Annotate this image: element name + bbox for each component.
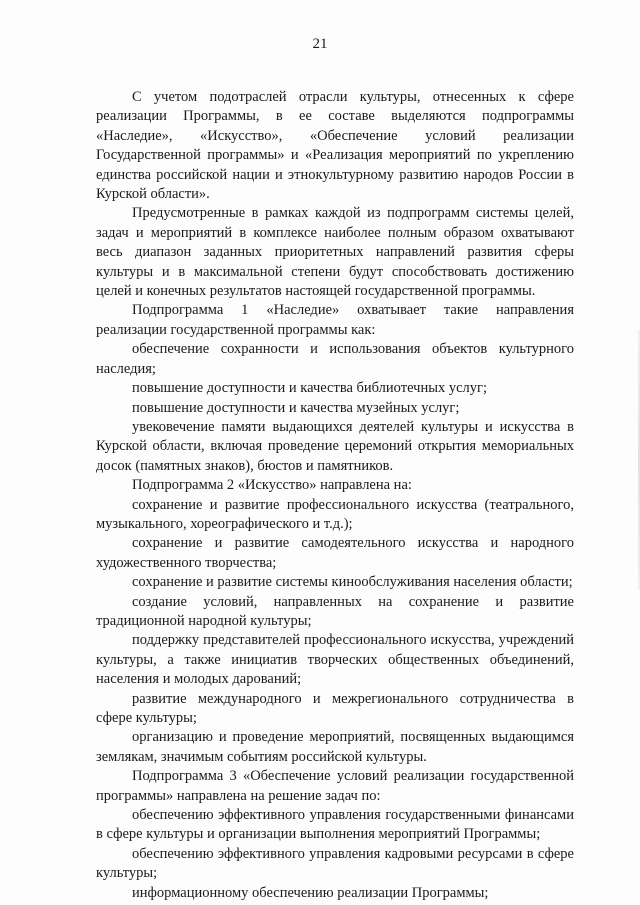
list-item: поддержку представителей профессионального искусства, учреждений культуры, а также инициатив творческих общественных объединений, населения и молодых дарований; (96, 632, 574, 688)
list-item: увековечение памяти выдающихся деятелей культуры и искусства в Курской области, включая проведение церемоний открытия мемориальных досок (памятных знаков), бюстов и памятников. (96, 418, 574, 474)
paragraph: Подпрограмма 3 «Обеспечение условий реализации государственной программы» направлена на решение задач по: (96, 768, 574, 804)
list-item: сохранение и развитие самодеятельного искусства и народного художественного творчества; (96, 535, 574, 571)
list-item: сохранение и развитие системы кинообслуживания населения области; (132, 574, 573, 591)
list-item: организацию и проведение мероприятий, посвященных выдающимся землякам, значимым событиям российской культуры. (96, 729, 574, 765)
list-item: обеспечению эффективного управления кадровыми ресурсами в сфере культуры; (96, 845, 574, 882)
list-item: обеспечению эффективного управления государственными финансами в сфере культуры и организации выполнения мероприятий Программы; (96, 807, 574, 843)
list-item: обеспечение сохранности и использования объектов культурного наследия; (96, 341, 574, 377)
paragraph: Подпрограмма 1 «Наследие» охватывает такие направления реализации государственной программы как: (96, 302, 574, 338)
paragraph: Подпрограмма 2 «Искусство» направлена на: (132, 477, 412, 494)
list-item: сохранение и развитие профессионального искусства (театрального, музыкального, хореографического и т.д.); (96, 496, 574, 532)
paragraph: Предусмотренные в рамках каждой из подпрограмм системы целей, задач и мероприятий в комплексе наиболее полным образом охватывают весь диапазон заданных приоритетных направлений развития сферы культуры и в максимальной степени будут способствовать достижению целей и конечных результатов настоящей государственной программы. (96, 205, 574, 300)
list-item: повышение доступности и качества библиотечных услуг; (132, 380, 487, 397)
list-item: информационному обеспечению реализации Программы; (132, 884, 489, 901)
list-item: повышение доступности и качества музейных услуг; (132, 399, 460, 416)
body-text (96, 88, 574, 903)
list-item: создание условий, направленных на сохранение и развитие традиционной народной культуры; (96, 593, 574, 629)
page-number: 21 (312, 36, 328, 52)
paragraph: С учетом подотраслей отрасли культуры, отнесенных к сфере реализации Программы, в ее составе выделяются подпрограммы «Наследие», «Искусство», «Обеспечение условий реализации Государственной программы» и «Реализация мероприятий по укреплению единства российской нации и этнокультурному развитию народов России в Курской области». (96, 89, 574, 203)
list-item: развитие международного и межрегионального сотрудничества в сфере культуры; (96, 690, 574, 726)
